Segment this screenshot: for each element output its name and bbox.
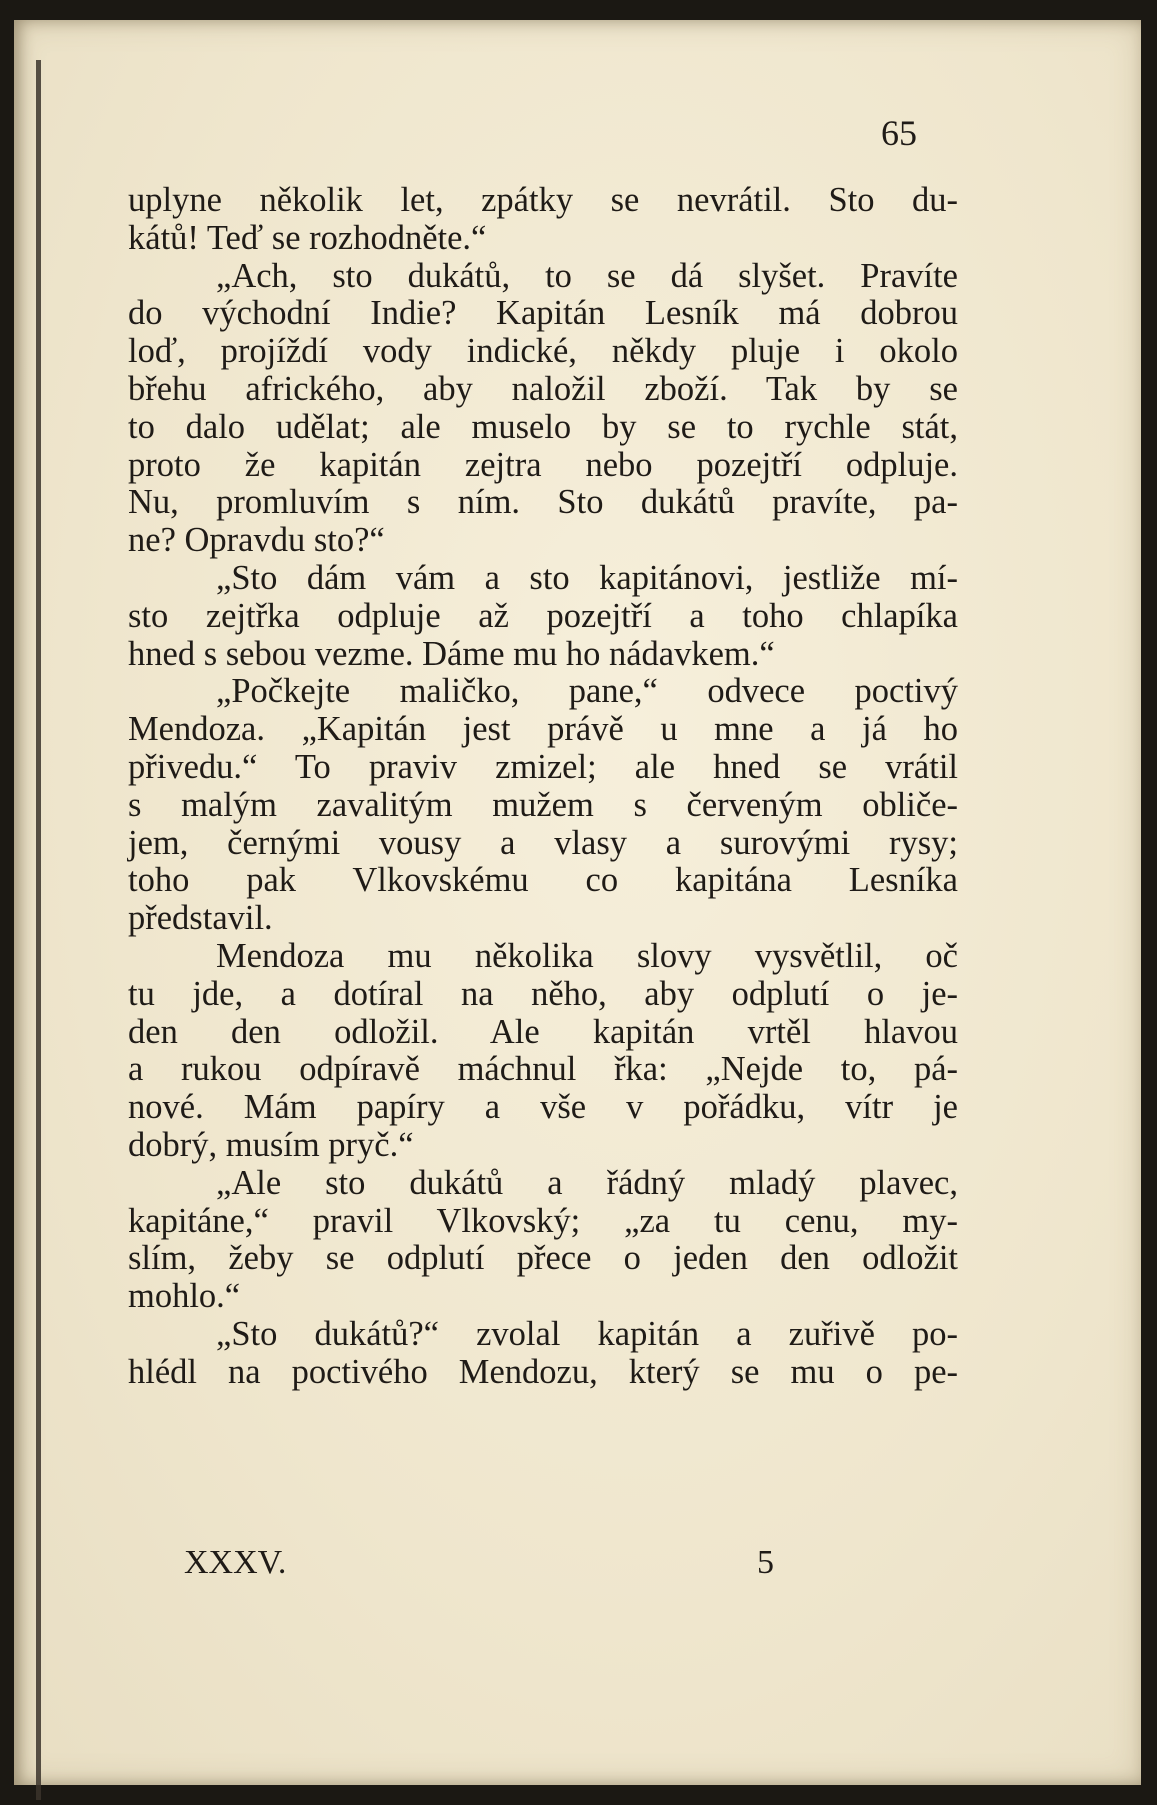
text-line: uplyne několik let, zpátky se nevrátil. Sto du- [128,181,958,219]
text-line: „Ale sto dukátů a řádný mladý plavec, [216,1163,958,1202]
book-page [14,20,1141,1785]
text-line: břehu afrického, aby naložil zboží. Tak by se [128,369,958,408]
text-line: do východní Indie? Kapitán Lesník má dobrou [128,294,958,333]
text-line: „Počkejte maličko, pane,“ odvece poctivý [216,672,958,711]
body-text [128,182,958,1392]
text-line: „Sto dám vám a sto kapitánovi, jestliže mí- [216,558,958,597]
text-line: ne? Opravdu sto?“ [128,521,385,560]
text-line: to dalo udělat; ale muselo by se to rychle stát, [128,407,958,446]
text-line: slím, žeby se odplutí přece o jeden den odložit [128,1239,958,1278]
text-line: den den odložil. Ale kapitán vrtěl hlavou [128,1012,958,1051]
page-gutter-edge [36,60,41,1800]
text-line: loď, projíždí vody indické, někdy pluje i okolo [128,332,958,371]
text-line: Mendoza. „Kapitán jest právě u mne a já ho [128,710,958,749]
text-line: jem, černými vousy a vlasy a surovými rysy; [128,823,958,862]
printer-signature: XXXV. [184,1544,287,1581]
text-line: kapitáne,“ pravil Vlkovský; „za tu cenu, my- [128,1201,958,1240]
text-line: představil. [128,899,273,938]
text-line: „Ach, sto dukátů, to se dá slyšet. Pravíte [216,256,958,295]
text-line: Mendoza mu několika slovy vysvětlil, oč [216,936,958,975]
text-line: dobrý, musím pryč.“ [128,1125,414,1164]
text-line: s malým zavalitým mužem s červeným obliče- [128,785,958,824]
text-line: hlédl na poctivého Mendozu, který se mu o pe- [128,1352,958,1391]
text-line: tu jde, a dotíral na něho, aby odplutí o je- [128,974,958,1013]
text-line: sto zejtřka odpluje až pozejtří a toho chlapíka [128,596,958,635]
text-line: mohlo.“ [128,1277,241,1316]
sheet-number: 5 [757,1544,774,1581]
text-line: Nu, promluvím s ním. Sto dukátů pravíte, pa- [128,483,958,522]
text-line: proto že kapitán zejtra nebo pozejtří odpluje. [128,445,958,484]
text-line: toho pak Vlkovskému co kapitána Lesníka [128,861,958,900]
text-line: nové. Mám papíry a vše v pořádku, vítr je [128,1088,958,1127]
text-line: přivedu.“ To praviv zmizel; ale hned se vrátil [128,747,958,786]
text-line: a rukou odpíravě máchnul řka: „Nejde to, pá- [128,1050,958,1089]
text-line: hned s sebou vezme. Dáme mu ho nádavkem.“ [128,634,775,673]
text-line: kátů! Teď se rozhodněte.“ [128,218,487,257]
text-line: „Sto dukátů?“ zvolal kapitán a zuřivě po- [216,1314,958,1353]
page-number: 65 [881,113,917,153]
